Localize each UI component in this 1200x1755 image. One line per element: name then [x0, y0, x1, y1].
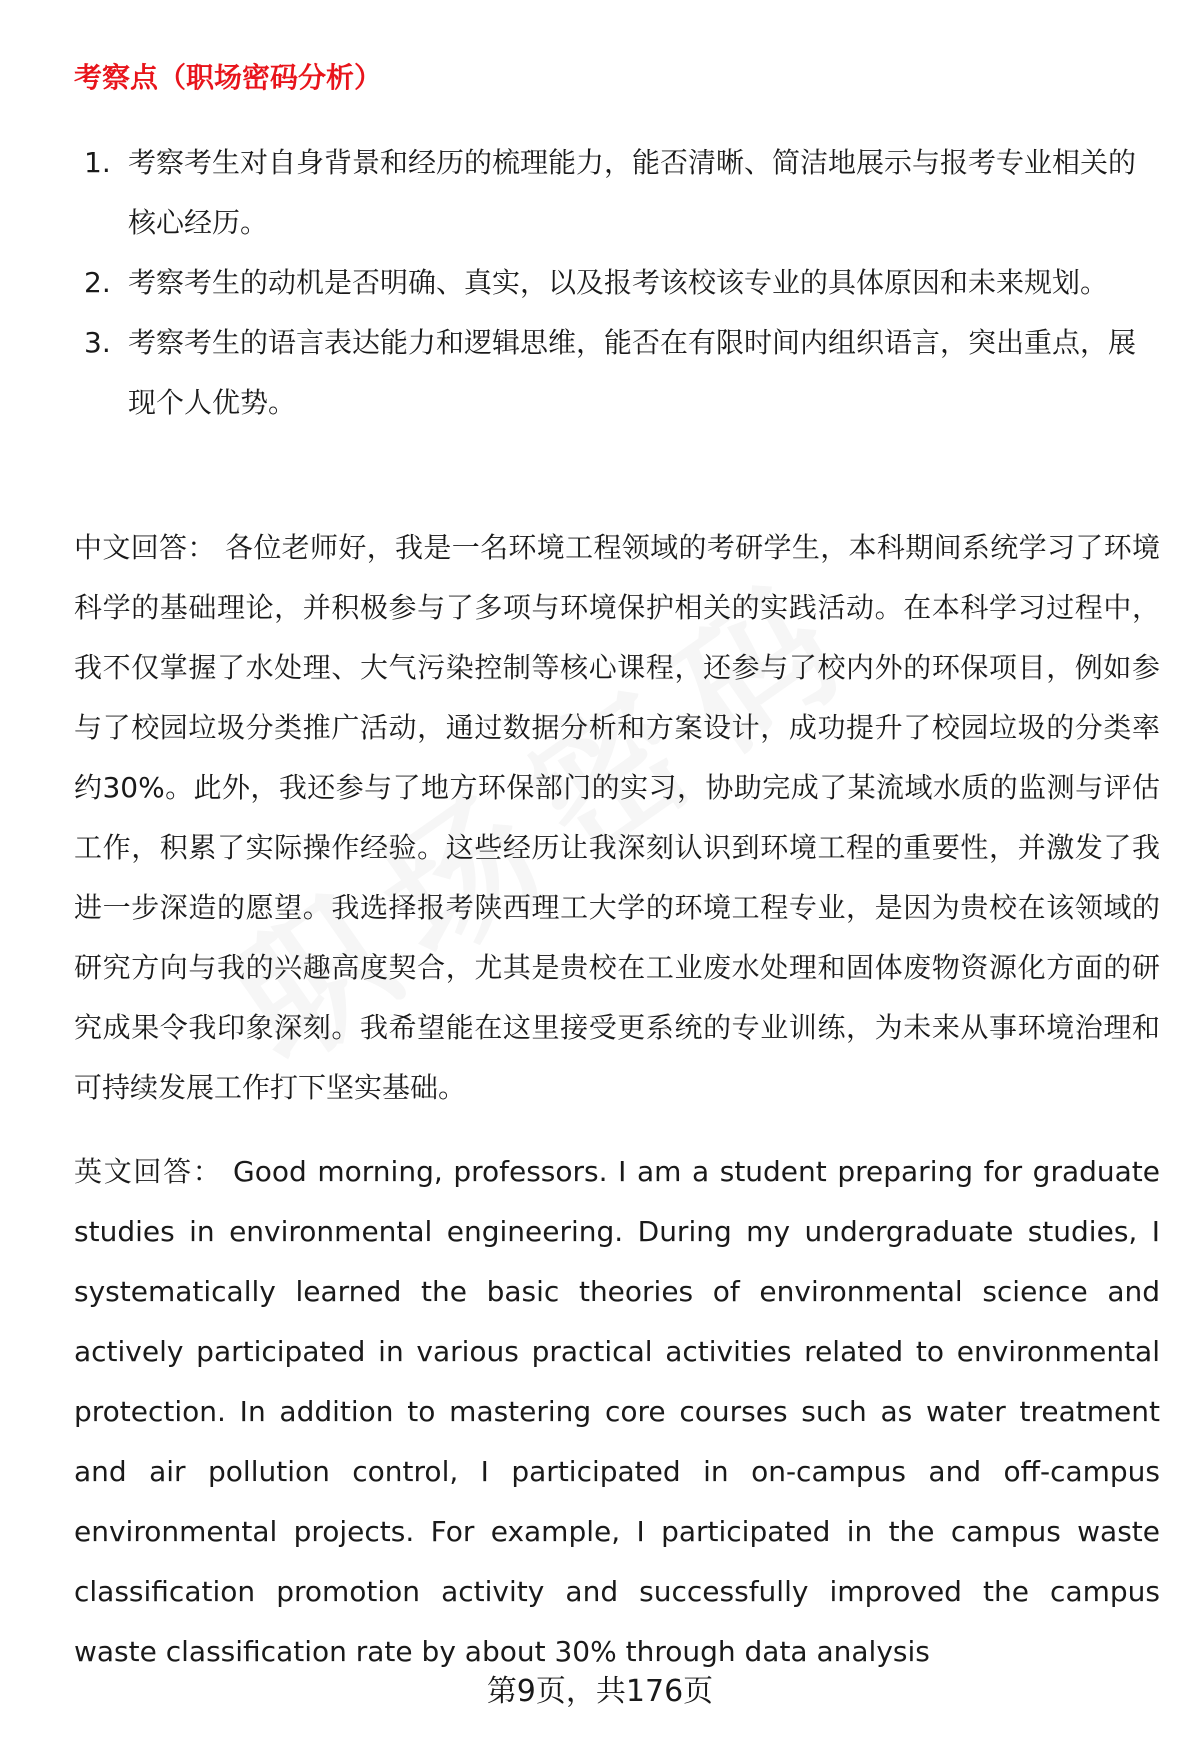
chinese-answer-paragraph — [74, 518, 1160, 1118]
list-item-text: 考察考生对自身背景和经历的梳理能力，能否清晰、简洁地展示与报考专业相关的核心经历。 — [128, 146, 1137, 239]
section-title: 考察点（职场密码分析） — [74, 61, 383, 94]
list-item-number: 3. — [84, 326, 111, 359]
list-item-number: 1. — [84, 146, 111, 179]
english-answer-text: Good morning, professors. I am a student preparing for graduate studies in environmental engineering. During my undergraduate studies, I systematically learned the basic theories of environmental science and actively participated in various practical activities related to environmental protection. In addition to mastering core courses such as water treatment and air pollution control, I participated in on-campus and off-campus environmental projects. For example, I participated in the campus waste classification promotion activity and successfully improved the campus waste classification rate by about 30% through data analysis — [74, 1155, 1160, 1668]
list-item-text: 考察考生的语言表达能力和逻辑思维，能否在有限时间内组织语言，突出重点，展现个人优势。 — [128, 326, 1137, 419]
assessment-points-list — [74, 133, 1154, 433]
chinese-answer-label: 中文回答： — [74, 531, 216, 564]
list-item — [74, 253, 1154, 313]
english-answer-label: 英文回答： — [74, 1155, 223, 1188]
chinese-answer-text: 各位老师好，我是一名环境工程领域的考研学生，本科期间系统学习了环境科学的基础理论，并积极参与了多项与环境保护相关的实践活动。在本科学习过程中，我不仅掌握了水处理、大气污染控制等核心课程，还参与了校内外的环保项目，例如参与了校园垃圾分类推广活动，通过数据分析和方案设计，成功提升了校园垃圾的分类率约30%。此外，我还参与了地方环保部门的实习，协助完成了某流域水质的监测与评估工作，积累了实际操作经验。这些经历让我深刻认识到环境工程的重要性，并激发了我进一步深造的愿望。我选择报考陕西理工大学的环境工程专业，是因为贵校在该领域的研究方向与我的兴趣高度契合，尤其是贵校在工业废水处理和固体废物资源化方面的研究成果令我印象深刻。我希望能在这里接受更系统的专业训练，为未来从事环境治理和可持续发展工作打下坚实基础。 — [74, 531, 1160, 1104]
english-answer-paragraph — [74, 1142, 1160, 1682]
list-item — [74, 133, 1154, 253]
list-item-number: 2. — [84, 266, 111, 299]
page-number-footer: 第9页，共176页 — [486, 1674, 714, 1709]
list-item — [74, 313, 1154, 433]
list-item-text: 考察考生的动机是否明确、真实，以及报考该校该专业的具体原因和未来规划。 — [128, 266, 1109, 299]
